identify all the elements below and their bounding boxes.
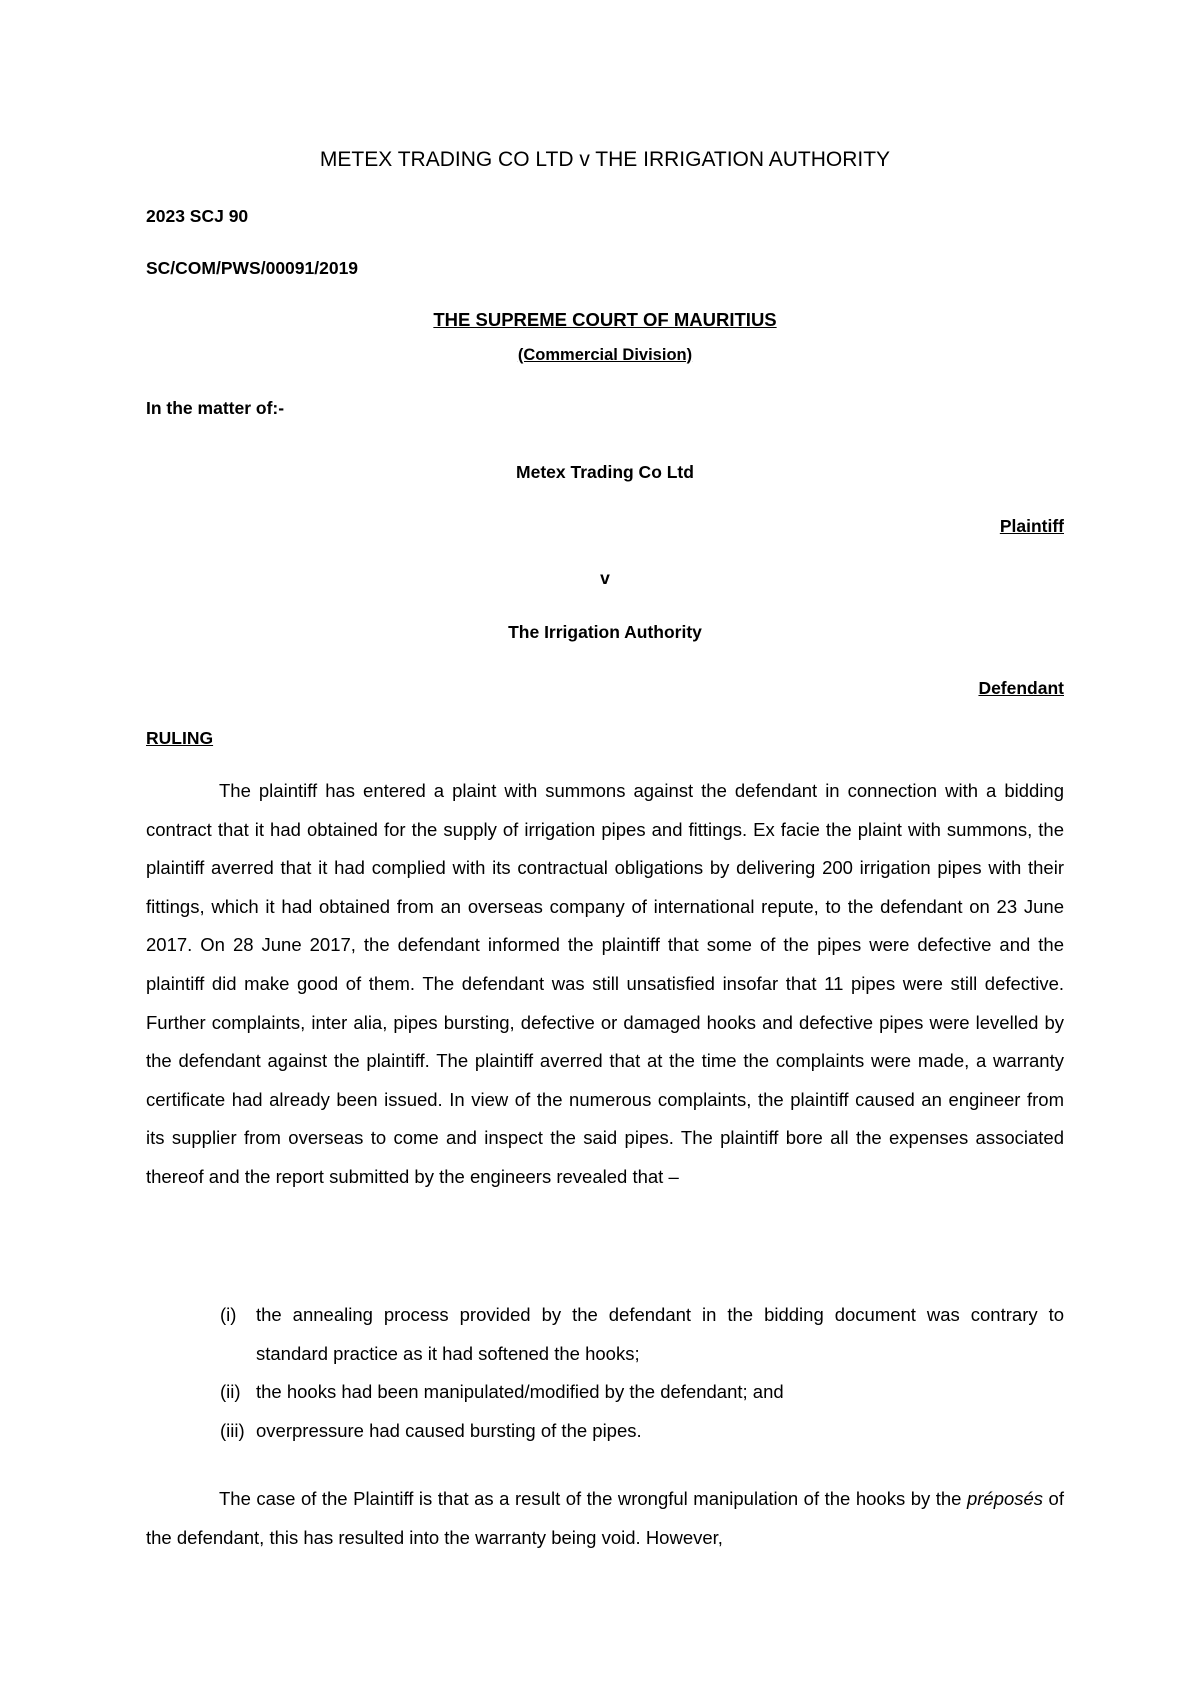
paragraph-2-start: The case of the Plaintiff is that as a result of the wrongful manipulation of the hooks by the [219, 1488, 967, 1509]
list-item-number: (i) [220, 1304, 237, 1325]
list-item-number: (ii) [220, 1381, 241, 1403]
defendant-role: Defendant [978, 678, 1064, 698]
case-title: METEX TRADING CO LTD v THE IRRIGATION AUTHORITY [319, 148, 891, 171]
paragraph-1: The plaintiff has entered a plaint with summons against the defendant in connection with a bidding contract that it had obtained for the supply of irrigation pipes and fittings. Ex facie the plaint with summons, the plaintiff averred that it had complied with its contractual obligations by delivering 200 irrigation pipes with their fittings, which it had obtained from an overseas company of international repute, to the defendant on 23 June 2017. On 28 June 2017, the defendant informed the plaintiff that some of the pipes were defective and the plaintiff did make good of them. The defendant was still unsatisfied insofar that 11 pipes were still defective. Further complaints, inter alia, pipes bursting, defective or damaged hooks and defective pipes were levelled by the defendant against the plaintiff. The plaintiff averred that at the time the complaints were made, a warranty certificate had already been issued. In view of the numerous complaints, the plaintiff caused an engineer from its supplier from overseas to come and inspect the said pipes. The plaintiff bore all the expenses associated thereof and the report submitted by the engineers revealed that – [146, 780, 1064, 1187]
paragraph-2 [146, 1480, 1064, 1557]
paragraph-2-end: of the defendant, this has resulted into the warranty being void. However, [146, 1488, 1064, 1548]
list-item-number: (iii) [220, 1419, 245, 1441]
list-item [220, 1373, 1064, 1412]
defendant-name: The Irrigation Authority [508, 622, 702, 642]
list-item-text: the annealing process provided by the defendant in the bidding document was contrary to standard practice as it had softened the hooks; [256, 1304, 1064, 1364]
findings-list [220, 1296, 1064, 1450]
court-name: THE SUPREME COURT OF MAURITIUS [433, 309, 777, 330]
paragraph-2-italic: préposés [966, 1488, 1044, 1509]
matter-label: In the matter of:- [146, 398, 285, 418]
list-item [220, 1412, 1064, 1451]
case-citation: 2023 SCJ 90 [146, 206, 249, 226]
list-item-text: the hooks had been manipulated/modified by the defendant; and [256, 1381, 784, 1403]
list-item [220, 1296, 1064, 1373]
plaintiff-name: Metex Trading Co Ltd [516, 462, 694, 482]
section-heading: RULING [146, 728, 214, 748]
court-division: (Commercial Division) [517, 346, 693, 364]
case-number: SC/COM/PWS/00091/2019 [146, 258, 359, 278]
versus-label: v [600, 568, 610, 588]
document-page [146, 0, 1064, 1696]
list-item-text: overpressure had caused bursting of the pipes. [256, 1419, 642, 1441]
plaintiff-role: Plaintiff [999, 516, 1064, 536]
